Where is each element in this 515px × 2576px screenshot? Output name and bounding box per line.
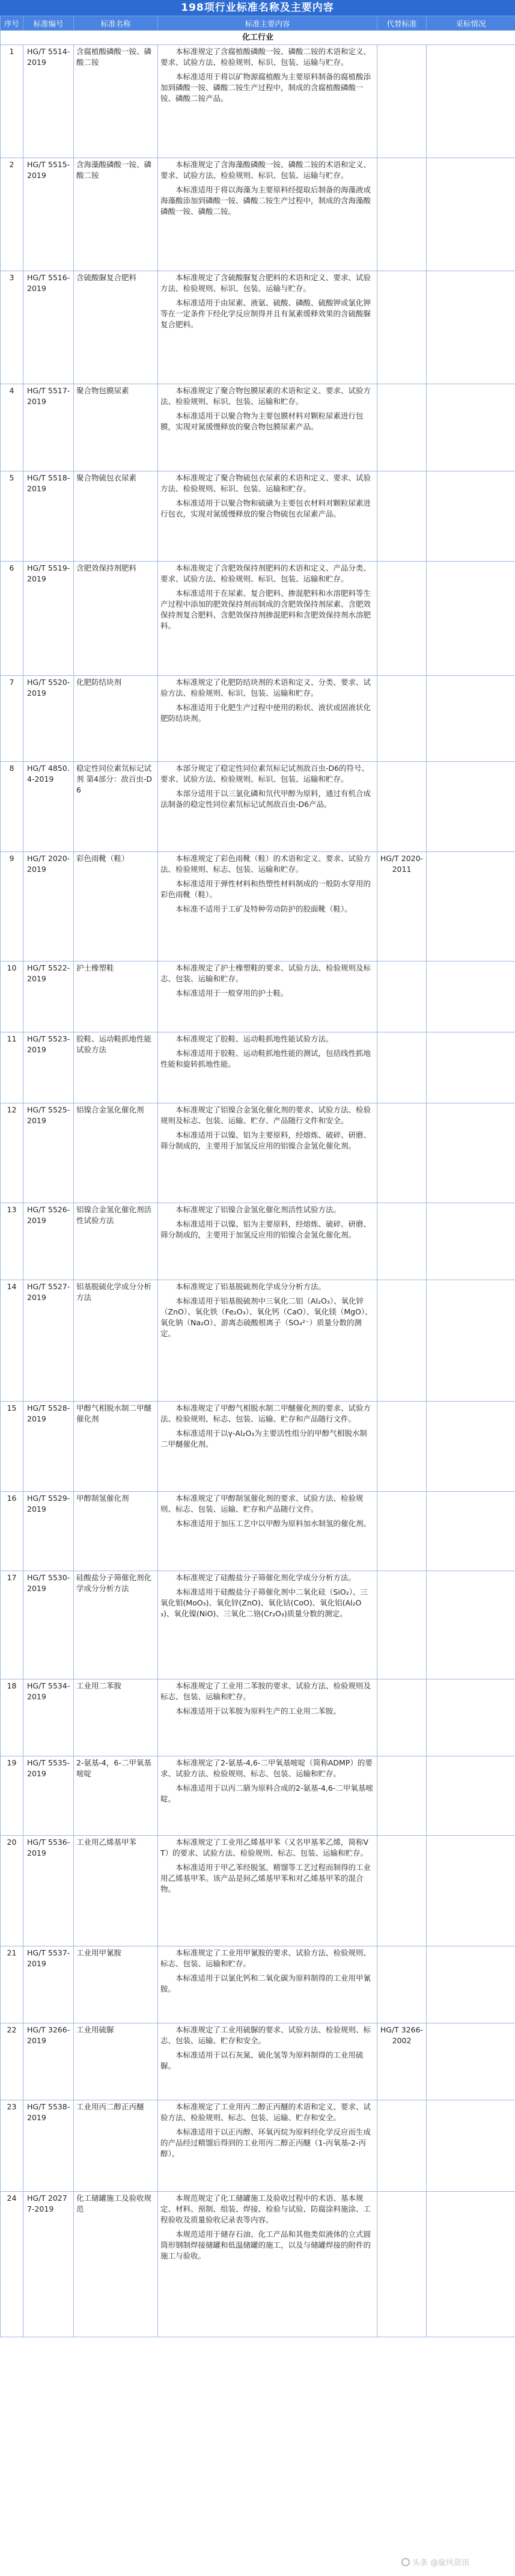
standard-name: 工业用硫脲 xyxy=(74,2023,158,2100)
replaced-standard xyxy=(377,2192,427,2337)
standard-code: HG/T 5514-2019 xyxy=(23,45,74,158)
table-row xyxy=(1,1402,515,1492)
row-number: 17 xyxy=(1,1571,23,1679)
content-paragraph: 本标准规定了铝镍合金氢化催化剂活性试验方法。 xyxy=(175,1205,341,1214)
table-row xyxy=(1,1679,515,1756)
watermark-icon xyxy=(401,2558,410,2566)
content-paragraph: 本标准规定了含硫酸脲复合肥料的术语和定义、要求、试验方法、检验规则、标识、包装、运输与贮存。 xyxy=(160,273,371,293)
standard-name: 甲醇气相脱水制二甲醚催化剂 xyxy=(74,1402,158,1492)
row-number: 12 xyxy=(1,1103,23,1203)
table-row xyxy=(1,1492,515,1571)
standard-code: HG/T 5525-2019 xyxy=(23,1103,74,1203)
content-paragraph: 本标准适用于化肥生产过程中使用的粉状、液状或固液状化肥防结块剂。 xyxy=(160,703,371,723)
replaced-standard xyxy=(377,676,427,762)
table-row xyxy=(1,1836,515,1946)
standard-name: 含腐植酸磷酸一铵、磷酸二铵 xyxy=(74,45,158,158)
adoption-status xyxy=(427,1280,515,1402)
standard-name: 甲醇制氢催化剂 xyxy=(74,1492,158,1571)
adoption-status xyxy=(427,384,515,471)
table-row xyxy=(1,562,515,676)
standard-code: HG/T 5515-2019 xyxy=(23,158,74,271)
standard-code: HG/T 5523-2019 xyxy=(23,1032,74,1103)
row-number: 21 xyxy=(1,1946,23,2023)
replaced-standard xyxy=(377,1402,427,1492)
standard-content xyxy=(158,1280,377,1402)
content-paragraph: 本标准规定了护士橡塑鞋的要求、试验方法、检验规则及标志、包装、运输和贮存。 xyxy=(160,963,371,983)
standard-name: 含硫酸脲复合肥料 xyxy=(74,271,158,384)
adoption-status xyxy=(427,676,515,762)
table-row xyxy=(1,1756,515,1836)
row-number: 24 xyxy=(1,2192,23,2337)
header-code: 标准编号 xyxy=(23,16,74,31)
standard-code: HG/T 5528-2019 xyxy=(23,1402,74,1492)
table-row xyxy=(1,676,515,762)
standard-content xyxy=(158,762,377,852)
standard-name: 工业用丙二醇正丙醚 xyxy=(74,2100,158,2192)
row-number: 8 xyxy=(1,762,23,852)
replaced-standard xyxy=(377,2100,427,2192)
table-row xyxy=(1,158,515,271)
content-paragraph: 本标准规定了聚合物包膜尿素的术语和定义、要求、试验方法、检验规则、标识、包装、运输和贮存。 xyxy=(160,386,371,406)
adoption-status xyxy=(427,1836,515,1946)
table-row xyxy=(1,1571,515,1679)
watermark-label: 头条 @旋风资讯 xyxy=(412,2559,470,2568)
row-number: 3 xyxy=(1,271,23,384)
header-name: 标准名称 xyxy=(74,16,158,31)
replaced-standard xyxy=(377,1203,427,1280)
standard-code: HG/T 5517-2019 xyxy=(23,384,74,471)
content-paragraph: 本标准规定了彩色雨靴（鞋）的术语和定义、要求、试验方法、检验规则、标志、包装、运输和贮存。 xyxy=(160,854,371,874)
standard-content xyxy=(158,471,377,562)
row-number: 19 xyxy=(1,1756,23,1836)
row-number: 6 xyxy=(1,562,23,676)
adoption-status xyxy=(427,1402,515,1492)
adoption-status xyxy=(427,852,515,961)
standard-content xyxy=(158,1492,377,1571)
standard-name: 含海藻酸磷酸一铵、磷酸二铵 xyxy=(74,158,158,271)
content-paragraph: 本标准适用于以镍、铝为主要原料，经熔炼、破碎、研磨、筛分制成的，主要用于加氢反应用的铝镍合金氢化催化剂。 xyxy=(160,1130,371,1150)
table-row xyxy=(1,2100,515,2192)
replaced-standard: HG/T 2020-2011 xyxy=(377,852,427,961)
content-paragraph: 本标准适用于铝基脱硫剂中三氧化二铝（Al₂O₃）、氧化锌（ZnO）、氧化铁（Fe₂O₃）、氧化钙（CaO）、氧化镁（MgO）、氧化钠（Na₂O）、游离态硫酸根离子（SO₄²⁻）质量分数的测定。 xyxy=(160,1296,373,1338)
standard-code: HG/T 20277-2019 xyxy=(23,2192,74,2337)
standard-name: 胶鞋、运动鞋抓地性能试验方法 xyxy=(74,1032,158,1103)
adoption-status xyxy=(427,1492,515,1571)
header-no: 序号 xyxy=(1,16,23,31)
content-paragraph: 本标准规定了甲醇制氢催化剂的要求、试验方法、检验规则、标志、包装、运输、贮存和产品随行文件。 xyxy=(160,1494,364,1513)
row-number: 10 xyxy=(1,961,23,1032)
standard-name: 硅酸盐分子筛催化剂化学成分分析方法 xyxy=(74,1571,158,1679)
adoption-status xyxy=(427,2192,515,2337)
replaced-standard xyxy=(377,1836,427,1946)
content-paragraph: 本规范适用于储存石油、化工产品和其他类似液体的立式圆筒形钢制焊接储罐和低温储罐的施工，以及与储罐焊接的附件的施工与验收。 xyxy=(160,2230,371,2260)
adoption-status xyxy=(427,2023,515,2100)
table-row xyxy=(1,271,515,384)
page-title: 198项行业标准名称及主要内容 xyxy=(0,0,515,16)
standard-content xyxy=(158,384,377,471)
content-paragraph: 本标准适用于胶鞋、运动鞋抓地性能的测试，包括线性抓地性能和旋转抓地性能。 xyxy=(160,1049,371,1069)
standard-code: HG/T 5516-2019 xyxy=(23,271,74,384)
content-paragraph: 本标准适用于甲乙苯经脱氢、精馏等工艺过程而制得的工业用乙烯基甲苯。该产品是间乙烯基甲苯和对乙烯基甲苯的混合物。 xyxy=(160,1863,371,1894)
standard-name: 工业用二苯胺 xyxy=(74,1679,158,1756)
standard-code: HG/T 5534-2019 xyxy=(23,1679,74,1756)
content-paragraph: 本标准规定了聚合物硫包衣尿素的术语和定义、要求、试验方法、检验规则、标识、包装、运输和贮存。 xyxy=(160,473,371,493)
standard-content xyxy=(158,271,377,384)
adoption-status xyxy=(427,562,515,676)
standard-code: HG/T 3266-2019 xyxy=(23,2023,74,2100)
table-body xyxy=(1,31,515,2337)
adoption-status xyxy=(427,1571,515,1679)
content-paragraph: 本标准规定了工业用乙烯基甲苯（又名甲基苯乙烯，简称VT）的要求、试验方法、检验规则、标志、包装、运输和贮存。 xyxy=(160,1838,369,1857)
standard-name: 铝镍合金氢化催化剂 xyxy=(74,1103,158,1203)
watermark xyxy=(401,2556,469,2568)
standard-name: 铝镍合金氢化催化剂活性试验方法 xyxy=(74,1203,158,1280)
content-paragraph: 本标准规定了工业用丙二醇正丙醚的术语和定义、要求、试验方法、检验规则、标志、包装、运输、贮存和安全。 xyxy=(160,2102,371,2122)
header-replaced: 代替标准 xyxy=(377,16,427,31)
replaced-standard xyxy=(377,1679,427,1756)
replaced-standard xyxy=(377,1032,427,1103)
row-number: 20 xyxy=(1,1836,23,1946)
standard-name: 工业用甲氰胺 xyxy=(74,1946,158,2023)
content-paragraph: 本标准适用于将以海藻为主要原料经提取后制备的海藻液或海藻酸添加到磷酸一铵、磷酸二铵生产过程中，制成的含海藻酸磷酸一铵、磷酸二铵。 xyxy=(160,185,371,216)
content-paragraph: 本标准规定了2-氨基-4,6-二甲氧基嘧啶（简称ADMP）的要求、试验方法、检验规则、标志、包装、运输和贮存。 xyxy=(160,1758,373,1778)
content-paragraph: 本标准规定了铝镍合金氢化催化剂的要求、试验方法、检验规则及标志、包装、运输、贮存、产品随行文件和安全。 xyxy=(160,1105,371,1125)
content-paragraph: 本规范规定了化工储罐施工及验收过程中的术语、基本规定、材料、预制、组装、焊接、检验与试验、防腐涂料施涂、工程验收及质量验收记录表等内容。 xyxy=(160,2194,371,2224)
adoption-status xyxy=(427,471,515,562)
row-number: 14 xyxy=(1,1280,23,1402)
header-content: 标准主要内容 xyxy=(158,16,377,31)
content-paragraph: 本标准规定了含海藻酸磷酸一铵、磷酸二铵的术语和定义、要求、试验方法、检验规则、标识、包装、运输与贮存。 xyxy=(160,160,371,180)
replaced-standard xyxy=(377,271,427,384)
standard-code: HG/T 5522-2019 xyxy=(23,961,74,1032)
row-number: 4 xyxy=(1,384,23,471)
standard-content xyxy=(158,852,377,961)
row-number: 5 xyxy=(1,471,23,562)
standard-content xyxy=(158,2023,377,2100)
content-paragraph: 本标准规定了甲醇气相脱水制二甲醚催化剂的要求、试验方法、检验规则、标志、包装、运输、贮存和产品随行文件。 xyxy=(160,1403,371,1423)
content-paragraph: 本标准不适用于工矿及特种劳动防护的胶面靴（鞋）。 xyxy=(175,904,352,913)
replaced-standard xyxy=(377,1492,427,1571)
replaced-standard xyxy=(377,762,427,852)
content-paragraph: 本标准适用于以石灰氮、硫化氢等为原料制得的工业用硫脲。 xyxy=(160,2050,364,2070)
standard-code: HG/T 5529-2019 xyxy=(23,1492,74,1571)
content-paragraph: 本标准适用于以正丙醇、环氧丙烷为原料经化学反应而生成的产品经过精馏后得到的工业用丙二醇正丙醚（1-丙氧基-2-丙醇）。 xyxy=(160,2127,371,2158)
standard-content xyxy=(158,1203,377,1280)
content-paragraph: 本标准适用于在尿素、复合肥料、掺混肥料和水溶肥料等生产过程中添加的肥效保持剂而制成的含肥效保持剂尿素、含肥效保持剂复合肥料、含肥效保持剂掺混肥料和含肥效保持剂水溶肥料。 xyxy=(160,589,371,630)
content-paragraph: 本标准适用于一般穿用的护士鞋。 xyxy=(175,989,288,998)
replaced-standard xyxy=(377,562,427,676)
row-number: 1 xyxy=(1,45,23,158)
content-paragraph: 本标准规定了化肥防结块剂的术语和定义、分类、要求、试验方法、检验规则、标识、包装、运输和贮存。 xyxy=(160,678,371,698)
content-paragraph: 本标准规定了工业用硫脲的要求、试验方法、检验规则、标志、包装、运输、贮存和安全。 xyxy=(160,2025,371,2045)
content-paragraph: 本标准适用于将以矿物源腐植酸为主要原料制备的腐植酸添加到磷酸一铵、磷酸二铵生产过程中，制成的含腐植酸磷酸一铵、磷酸二铵产品。 xyxy=(160,72,371,103)
table-row xyxy=(1,1203,515,1280)
table-row xyxy=(1,384,515,471)
standard-code: HG/T 5520-2019 xyxy=(23,676,74,762)
header-adopted: 采标情况 xyxy=(427,16,515,31)
content-paragraph: 本标准适用于由尿素、液氨、硫酸、磷酸、硫酸钾或氯化钾等在一定条件下经化学反应制得并且有氮素缓释效果的含硫酸脲复合肥料。 xyxy=(160,298,371,329)
table-row xyxy=(1,2023,515,2100)
table-row xyxy=(1,961,515,1032)
row-number: 18 xyxy=(1,1679,23,1756)
content-paragraph: 本标准适用于硅酸盐分子筛催化剂中二氧化硅（SiO₂）、三氧化钼(MoO₃)、氧化锌(ZnO)、氧化钴(CoO)、氧化铝(Al₂O₃)、氧化镍(NiO)、三氧化二铬(Cr₂O₃)质量分数的测定。 xyxy=(160,1587,368,1618)
adoption-status xyxy=(427,1679,515,1756)
standard-name: 化肥防结块剂 xyxy=(74,676,158,762)
standard-content xyxy=(158,1756,377,1836)
standard-content xyxy=(158,1402,377,1492)
adoption-status xyxy=(427,158,515,271)
table-row xyxy=(1,1946,515,2023)
replaced-standard: HG/T 3266-2002 xyxy=(377,2023,427,2100)
table-header-row xyxy=(1,16,515,31)
standard-code: HG/T 5518-2019 xyxy=(23,471,74,562)
standard-code: HG/T 5526-2019 xyxy=(23,1203,74,1280)
standard-content xyxy=(158,1679,377,1756)
standards-table xyxy=(0,16,515,2337)
row-number: 11 xyxy=(1,1032,23,1103)
adoption-status xyxy=(427,961,515,1032)
adoption-status xyxy=(427,1946,515,2023)
content-paragraph: 本标准适用于以聚合物为主要包膜材料对颗粒尿素进行包膜，实现对氮缓慢释放的聚合物包膜尿素产品。 xyxy=(160,411,364,431)
replaced-standard xyxy=(377,158,427,271)
standard-name: 稳定性同位素氘标记试剂 第4部分：敌百虫-D6 xyxy=(74,762,158,852)
content-paragraph: 本标准适用于以聚合物和硫磺为主要包衣材料对颗粒尿素进行包衣，实现对氮缓慢释放的聚合物硫包衣尿素产品。 xyxy=(160,498,371,518)
standard-content xyxy=(158,676,377,762)
replaced-standard xyxy=(377,384,427,471)
content-paragraph: 本部分适用于以三氯化磷和氘代甲醇为原料，通过有机合成法制备的稳定性同位素氘标记试剂敌百虫-D6产品。 xyxy=(160,789,371,809)
content-paragraph: 本标准规定了胶鞋、运动鞋抓地性能试验方法。 xyxy=(175,1034,334,1043)
standard-content xyxy=(158,158,377,271)
standard-content xyxy=(158,961,377,1032)
row-number: 9 xyxy=(1,852,23,961)
row-number: 23 xyxy=(1,2100,23,2192)
adoption-status xyxy=(427,1103,515,1203)
standard-content xyxy=(158,1571,377,1679)
standard-code: HG/T 5530-2019 xyxy=(23,1571,74,1679)
row-number: 22 xyxy=(1,2023,23,2100)
table-row xyxy=(1,471,515,562)
content-paragraph: 本标准适用于以丙二腈为原料合成的2-氨基-4,6-二甲氧基嘧啶。 xyxy=(160,1783,373,1803)
standard-code: HG/T 4850.4-2019 xyxy=(23,762,74,852)
standard-code: HG/T 5535-2019 xyxy=(23,1756,74,1836)
replaced-standard xyxy=(377,961,427,1032)
content-paragraph: 本部分规定了稳定性同位素氘标记试剂敌百虫-D6的符号、要求、试验方法、检验规则、标识、包装、运输和贮存。 xyxy=(160,764,370,784)
standard-content xyxy=(158,1032,377,1103)
table-row xyxy=(1,1280,515,1402)
standard-name: 化工储罐施工及验收规范 xyxy=(74,2192,158,2337)
standard-content xyxy=(158,2192,377,2337)
table-row xyxy=(1,762,515,852)
standard-name: 含肥效保持剂肥料 xyxy=(74,562,158,676)
table-row xyxy=(1,1103,515,1203)
standard-content xyxy=(158,1836,377,1946)
standard-content xyxy=(158,1946,377,2023)
content-paragraph: 本标准适用于加压工艺中以甲醇为原料加水制氢的催化剂。 xyxy=(175,1519,371,1528)
standard-name: 铝基脱硫化学成分分析方法 xyxy=(74,1280,158,1402)
content-paragraph: 本标准适用于以氯化钙和二氧化碳为原料制得的工业用甲氰胺。 xyxy=(160,1973,371,1993)
standard-content xyxy=(158,45,377,158)
row-number: 13 xyxy=(1,1203,23,1280)
adoption-status xyxy=(427,1756,515,1836)
adoption-status xyxy=(427,762,515,852)
standard-name: 聚合物硫包衣尿素 xyxy=(74,471,158,562)
content-paragraph: 本标准适用于以苯胺为原料生产的工业用二苯胺。 xyxy=(175,1707,341,1716)
standard-code: HG/T 5519-2019 xyxy=(23,562,74,676)
standard-code: HG/T 5537-2019 xyxy=(23,1946,74,2023)
standard-name: 彩色雨靴（鞋） xyxy=(74,852,158,961)
standard-name: 护士橡塑鞋 xyxy=(74,961,158,1032)
row-number: 7 xyxy=(1,676,23,762)
content-paragraph: 本标准规定了含肥效保持剂肥料的术语和定义、产品分类、要求、试验方法、检验规则、标识、包装、运输和贮存。 xyxy=(160,563,371,583)
adoption-status xyxy=(427,1032,515,1103)
replaced-standard xyxy=(377,1280,427,1402)
content-paragraph: 本标准规定了含腐植酸磷酸一铵、磷酸二铵的术语和定义、要求、试验方法、检验规则、标识、包装、运输与贮存。 xyxy=(160,47,371,67)
content-paragraph: 本标准规定了工业用甲氰胺的要求、试验方法、检验规则、标志、包装、运输和贮存。 xyxy=(160,1948,371,1968)
replaced-standard xyxy=(377,1571,427,1679)
section-label: 化工行业 xyxy=(1,31,515,45)
content-paragraph: 本标准适用于弹性材料和热塑性材料制成的一般防水穿用的彩色雨靴（鞋）。 xyxy=(160,879,371,899)
section-row xyxy=(1,31,515,45)
adoption-status xyxy=(427,1203,515,1280)
replaced-standard xyxy=(377,1103,427,1203)
row-number: 2 xyxy=(1,158,23,271)
replaced-standard xyxy=(377,1946,427,2023)
content-paragraph: 本标准适用于以镍、铝为主要原料，经熔炼、破碎、研磨、筛分制成的，主要用于加氢反应用的铝镍合金氢化催化剂。 xyxy=(160,1219,371,1239)
adoption-status xyxy=(427,271,515,384)
standard-name: 聚合物包膜尿素 xyxy=(74,384,158,471)
table-row xyxy=(1,1032,515,1103)
row-number: 15 xyxy=(1,1402,23,1492)
standard-code: HG/T 5527-2019 xyxy=(23,1280,74,1402)
standard-name: 工业用乙烯基甲苯 xyxy=(74,1836,158,1946)
standard-content xyxy=(158,2100,377,2192)
standard-code: HG/T 2020-2019 xyxy=(23,852,74,961)
standard-code: HG/T 5536-2019 xyxy=(23,1836,74,1946)
table-row xyxy=(1,852,515,961)
row-number: 16 xyxy=(1,1492,23,1571)
replaced-standard xyxy=(377,471,427,562)
standard-name: 2-氨基-4，6-二甲氧基嘧啶 xyxy=(74,1756,158,1836)
table-row xyxy=(1,45,515,158)
standard-content xyxy=(158,1103,377,1203)
adoption-status xyxy=(427,45,515,158)
content-paragraph: 本标准规定了铝基脱硫剂化学成分分析方法。 xyxy=(175,1282,326,1291)
replaced-standard xyxy=(377,45,427,158)
content-paragraph: 本标准适用于以γ-Al₂O₃为主要活性组分的甲醇气相脱水制二甲醚催化剂。 xyxy=(160,1429,367,1449)
standard-content xyxy=(158,562,377,676)
standard-code: HG/T 5538-2019 xyxy=(23,2100,74,2192)
adoption-status xyxy=(427,2100,515,2192)
table-row xyxy=(1,2192,515,2337)
content-paragraph: 本标准规定了工业用二苯胺的要求、试验方法、检验规则及标志、包装、运输和贮存。 xyxy=(160,1681,371,1701)
content-paragraph: 本标准规定了硅酸盐分子筛催化剂化学成分分析方法。 xyxy=(175,1573,356,1582)
replaced-standard xyxy=(377,1756,427,1836)
